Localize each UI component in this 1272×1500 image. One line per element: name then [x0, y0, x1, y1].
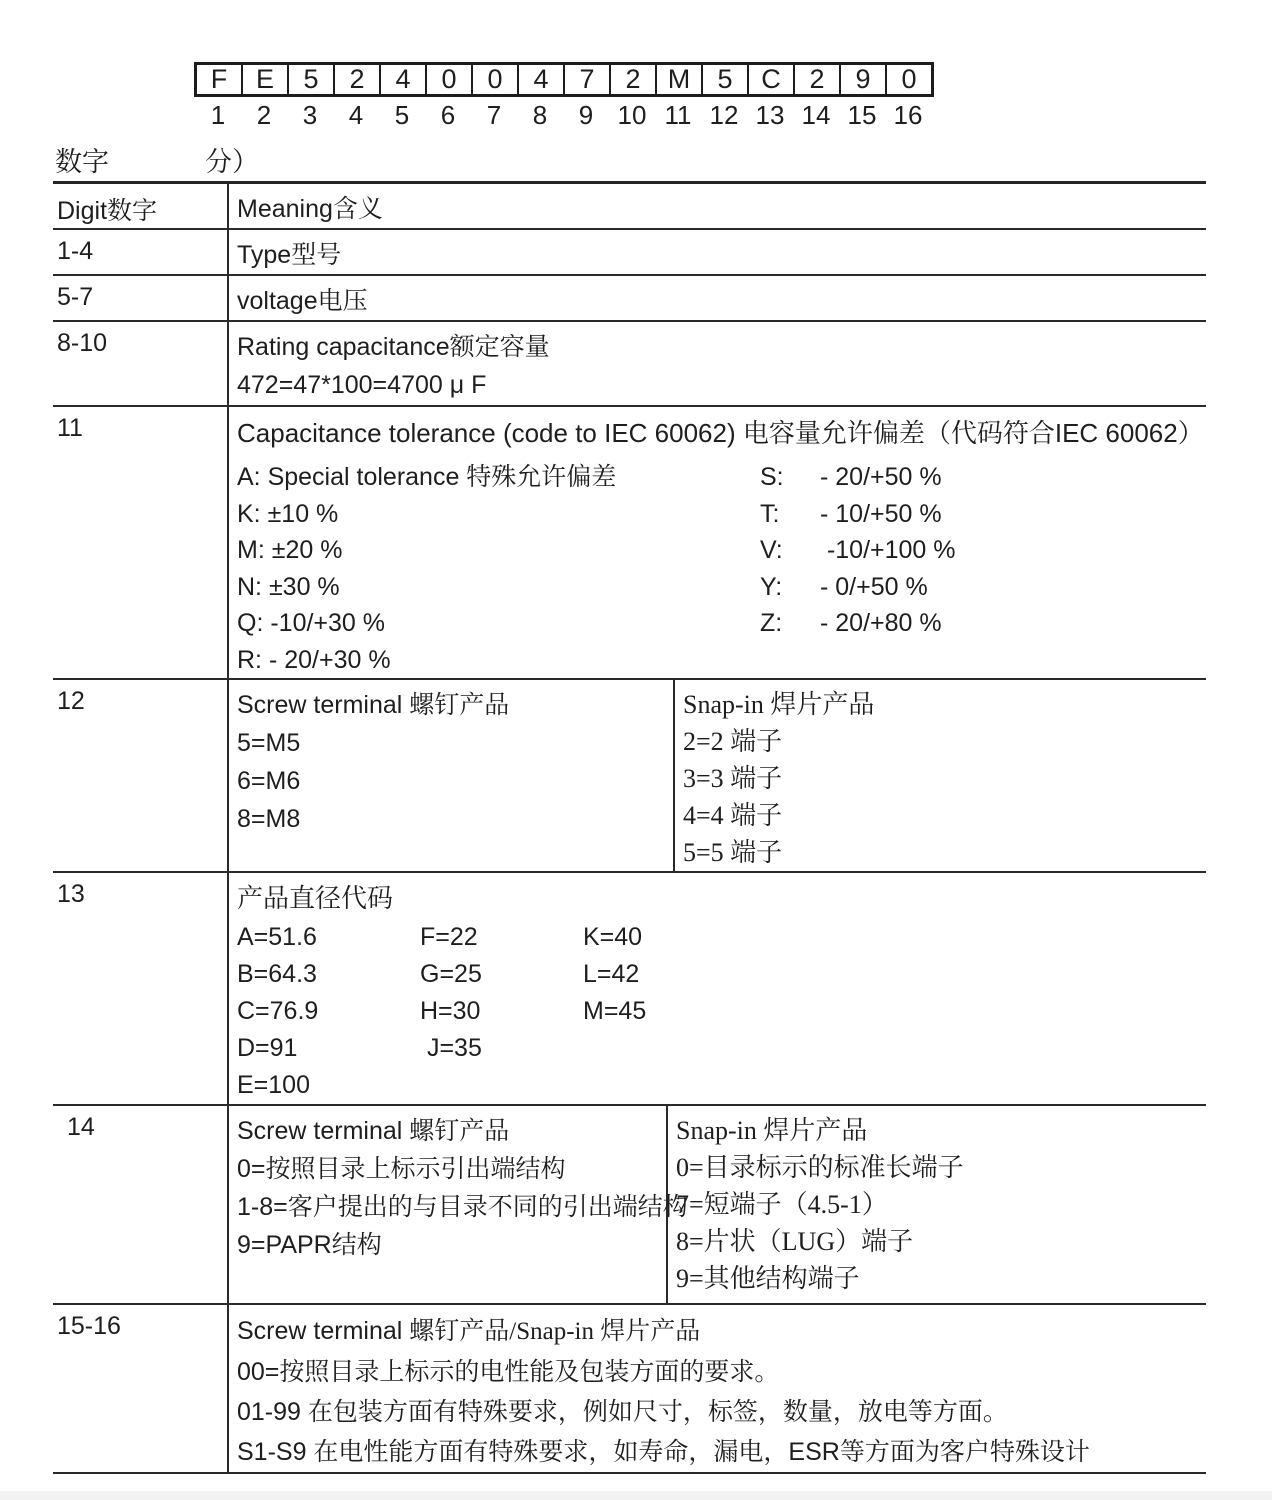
meaning-cell: voltage电压 [237, 287, 368, 315]
part-number-cell: 0 [885, 63, 933, 96]
tolerance-value: - 10/+50 % [820, 499, 942, 528]
terminal-cell [229, 680, 1206, 871]
digit-index: 14 [801, 100, 831, 130]
digit-index: 1 [210, 100, 226, 130]
tolerance-columns [237, 459, 1206, 678]
diameter-item: L=42 [583, 960, 640, 988]
tolerance-value: - 20/+50 % [820, 463, 942, 491]
digit-index: 13 [755, 100, 785, 130]
table-header-row [53, 184, 1206, 230]
table-row-11 [53, 407, 1206, 680]
snap-in-subcell [675, 680, 1206, 871]
screw-terminal-title: Screw terminal 螺钉产品 [237, 1117, 510, 1145]
snap-in-item: 9=其他结构端子 [676, 1264, 860, 1293]
digit-cell: 14 [53, 1106, 229, 1303]
tolerance-code: T: [760, 499, 780, 528]
tolerance-right-list [760, 459, 956, 678]
diameter-item: C=76.9 [237, 997, 319, 1025]
table-row-1-4 [53, 230, 1206, 276]
tolerance-item: Q: -10/+30 % [237, 609, 385, 637]
snap-in-item: 3=3 端子 [683, 764, 783, 793]
table-row-15-16 [53, 1305, 1206, 1474]
table-row-13 [53, 873, 1206, 1106]
tolerance-value: -10/+100 % [820, 536, 956, 564]
special-requirement-item: S1-S9 在电性能方面有特殊要求，如寿命，漏电，ESR等方面为客户特殊设计 [237, 1438, 1090, 1466]
tolerance-item: R: - 20/+30 % [237, 645, 391, 674]
digit-index: 16 [893, 100, 923, 130]
part-number-cell: 0 [471, 63, 519, 96]
part-number-cell: 2 [793, 63, 841, 96]
screw-terminal-subcell [229, 680, 675, 871]
tolerance-code: V: [760, 536, 783, 564]
snap-in-title: Snap-in 焊片产品 [683, 690, 875, 719]
digit-index: 12 [709, 100, 739, 130]
tolerance-item [760, 605, 956, 642]
table-row-5-7 [53, 276, 1206, 322]
digit-index: 8 [532, 100, 548, 130]
part-number-cell: 5 [287, 63, 335, 96]
tolerance-code: S: [760, 463, 784, 491]
screw-terminal-item: 6=M6 [237, 767, 301, 795]
digit-index: 9 [578, 100, 594, 130]
note-left-text: 数字 [55, 147, 109, 177]
snap-in-title: Snap-in 焊片产品 [676, 1116, 868, 1145]
tolerance-item [760, 459, 956, 496]
digit-index: 10 [617, 100, 647, 130]
diameter-code-title: 产品直径代码 [237, 884, 394, 913]
special-requirement-item: 00=按照目录上标示的电性能及包装方面的要求。 [237, 1358, 780, 1386]
tolerance-item [760, 532, 956, 569]
part-number-cells [194, 62, 934, 97]
part-number-cell: 7 [563, 63, 611, 96]
diameter-col-1 [237, 919, 420, 1104]
tolerance-code: Y: [760, 572, 783, 601]
digit-cell: 8-10 [53, 322, 229, 405]
meaning-cell: Type型号 [237, 241, 342, 269]
snap-in-item: 4=4 端子 [683, 801, 783, 830]
diameter-col-3 [583, 919, 646, 1104]
special-requirement-item: 01-99 在包装方面有特殊要求，例如尺寸，标签，数量，放电等方面。 [237, 1398, 1008, 1426]
digit-index: 6 [440, 100, 456, 130]
diameter-col-2 [420, 919, 583, 1104]
digit-index: 4 [348, 100, 364, 130]
diameter-item: F=22 [420, 923, 478, 951]
diameter-item: B=64.3 [237, 960, 317, 988]
digit-meaning-table [53, 181, 1206, 1474]
rating-capacitance-example: 472=47*100=4700 μ F [237, 371, 487, 399]
part-number-cell: 4 [379, 63, 427, 96]
part-number-cell: 2 [333, 63, 381, 96]
tolerance-item: K: ±10 % [237, 499, 339, 528]
screw-terminal-item: 5=M5 [237, 729, 301, 757]
digit-index: 5 [394, 100, 410, 130]
digit-cell: 12 [53, 680, 229, 871]
diameter-item: G=25 [420, 960, 482, 988]
diameter-item: D=91 [237, 1034, 298, 1062]
diameter-code-cell [229, 873, 1206, 1104]
digit-cell: 15-16 [53, 1305, 229, 1472]
snap-in-subcell [668, 1106, 1206, 1303]
part-number-cell: 9 [839, 63, 887, 96]
diameter-item: H=30 [420, 997, 481, 1025]
snap-in-item: 8=片状（LUG）端子 [676, 1227, 914, 1256]
terminal-structure-cell [229, 1106, 1206, 1303]
note-right-text: 分） [205, 147, 259, 177]
part-number-cell: E [241, 63, 289, 96]
diameter-item: A=51.6 [237, 923, 317, 951]
tolerance-cell [229, 407, 1206, 678]
part-number-cell: 5 [701, 63, 749, 96]
truncated-note-line [55, 140, 259, 179]
part-number-cell: 2 [609, 63, 657, 96]
digit-cell: 5-7 [53, 276, 229, 320]
part-number-cell: 4 [517, 63, 565, 96]
digit-cell: 1-4 [53, 230, 229, 274]
tolerance-left-list [237, 459, 760, 678]
diameter-item: K=40 [583, 923, 643, 951]
tolerance-item: N: ±30 % [237, 572, 340, 601]
diameter-columns [237, 919, 1206, 1104]
screw-terminal-item: 8=M8 [237, 805, 301, 833]
rating-capacitance-label: Rating capacitance额定容量 [237, 333, 550, 361]
part-number-cell: C [747, 63, 795, 96]
tolerance-code: Z: [760, 609, 783, 637]
part-number-cell: M [655, 63, 703, 96]
header-digit-cell: Digit数字 [53, 184, 229, 228]
scan-edge-artifact [0, 1491, 1272, 1500]
part-number-cell: 0 [425, 63, 473, 96]
screw-terminal-title: Screw terminal 螺钉产品 [237, 691, 510, 719]
diameter-item: M=45 [583, 997, 647, 1025]
part-number-diagram [194, 62, 934, 131]
part-number-cell: F [195, 63, 243, 96]
screw-terminal-item: 0=按照目录上标示引出端结构 [237, 1155, 566, 1183]
digit-index: 15 [847, 100, 877, 130]
tolerance-item: A: Special tolerance 特殊允许偏差 [237, 463, 617, 491]
diameter-item: E=100 [237, 1071, 310, 1099]
meaning-cell [229, 322, 1206, 405]
digit-index: 2 [256, 100, 272, 130]
digit-index: 11 [664, 100, 692, 130]
row-15-16-title [237, 1311, 1206, 1352]
diameter-item: J=35 [420, 1034, 482, 1062]
table-row-14 [53, 1106, 1206, 1305]
snap-in-item: 2=2 端子 [683, 727, 783, 756]
screw-terminal-item: 1-8=客户提出的与目录不同的引出端结构 [237, 1193, 688, 1221]
digit-cell: 13 [53, 873, 229, 1104]
table-row-8-10 [53, 322, 1206, 407]
snap-in-item: 0=目录标示的标准长端子 [676, 1153, 964, 1182]
digit-index: 3 [302, 100, 318, 130]
tolerance-value: - 0/+50 % [820, 572, 928, 601]
title-screw-part: Screw terminal 螺钉产品 [237, 1317, 510, 1345]
snap-in-item: 5=5 端子 [683, 838, 783, 867]
screw-terminal-subcell [229, 1106, 688, 1303]
tolerance-item [760, 496, 956, 533]
digit-index: 7 [486, 100, 502, 130]
special-requirement-cell [229, 1305, 1206, 1472]
digit-cell: 11 [53, 407, 229, 678]
tolerance-value: - 20/+80 % [820, 609, 942, 637]
header-meaning-cell: Meaning含义 [237, 195, 383, 223]
tolerance-item [760, 569, 956, 606]
tolerance-title: Capacitance tolerance (code to IEC 60062) 电容量允许偏差（代码符合IEC 60062） [237, 418, 1204, 448]
tolerance-item: M: ±20 % [237, 536, 343, 564]
part-number-indices [194, 100, 934, 131]
table-row-12 [53, 680, 1206, 873]
snap-in-item: 7=短端子（4.5-1） [676, 1190, 888, 1219]
title-snap-part: /Snap-in 焊片产品 [509, 1318, 701, 1345]
screw-terminal-item: 9=PAPR结构 [237, 1231, 382, 1259]
